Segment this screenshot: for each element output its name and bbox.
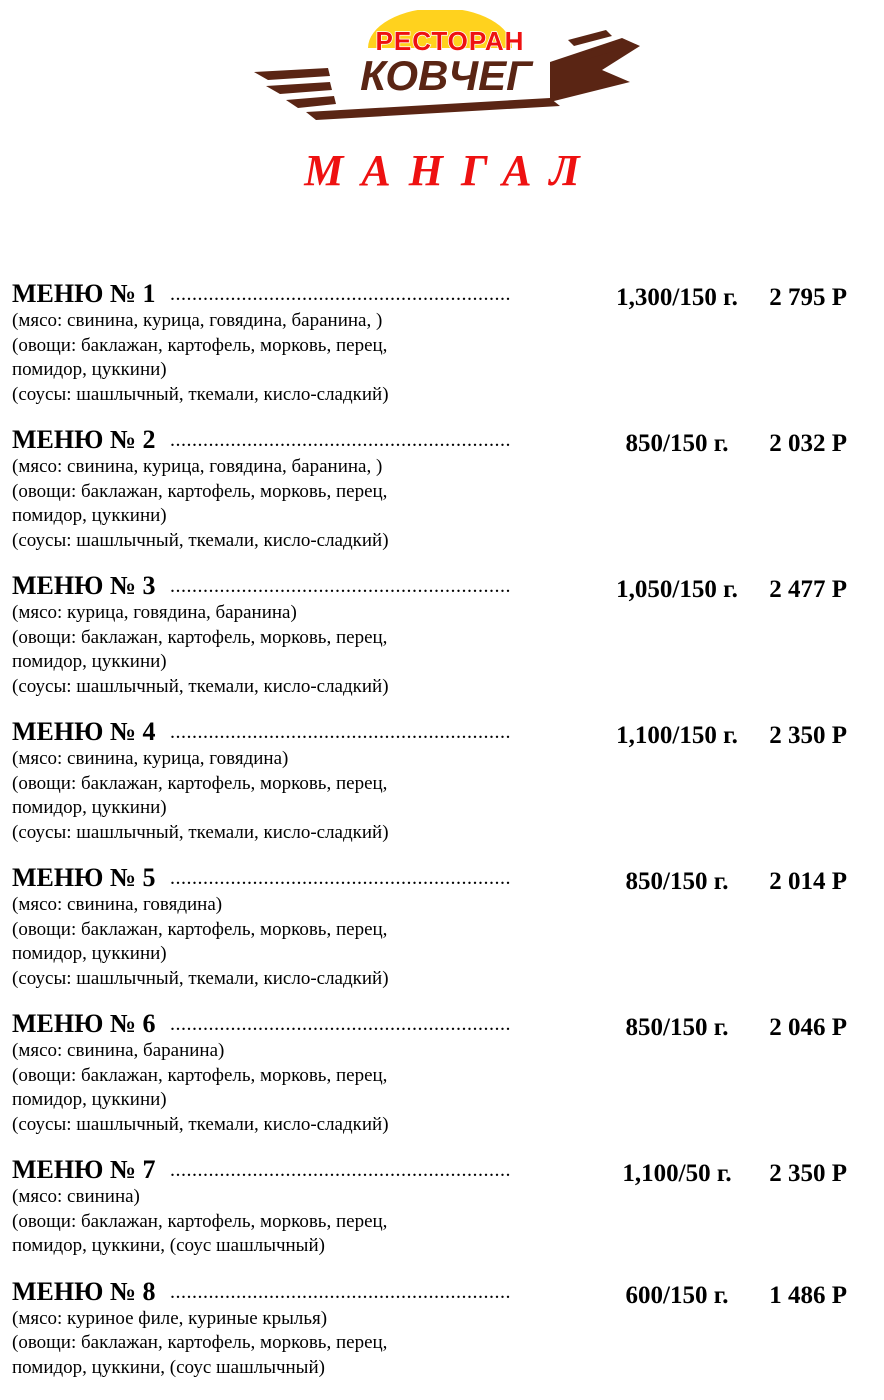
section-title: МАНГАЛ <box>304 146 598 195</box>
menu-item-name: МЕНЮ № 5 <box>12 863 156 892</box>
description-line: (мясо: свинина) <box>12 1186 140 1207</box>
dot-leader: .............................................................. <box>170 721 511 743</box>
menu-item-description <box>12 893 462 991</box>
dot-leader: .............................................................. <box>170 867 511 889</box>
dot-leader: .............................................................. <box>170 429 511 451</box>
menu-item-description <box>12 309 462 407</box>
restaurant-logo <box>250 10 645 128</box>
description-line: (соусы: шашлычный, ткемали, кисло-сладкий) <box>12 675 389 697</box>
menu-item <box>12 567 862 699</box>
dot-leader: .............................................................. <box>170 1013 511 1035</box>
description-line: помидор, цуккини) <box>12 797 167 818</box>
menu-item-name: МЕНЮ № 4 <box>12 717 156 746</box>
menu-item <box>12 859 862 991</box>
description-line: (овощи: баклажан, картофель, морковь, перец, <box>12 1210 388 1232</box>
menu-item-price: 2 350 Р <box>769 1160 847 1187</box>
menu-item-header <box>12 1005 862 1039</box>
menu-item-weight: 1,100/150 г. <box>616 722 738 749</box>
menu-item-weight: 1,300/150 г. <box>616 284 738 311</box>
menu-item-description <box>12 601 462 699</box>
menu-item-price: 2 795 Р <box>769 284 847 311</box>
description-line: (овощи: баклажан, картофель, морковь, перец, <box>12 626 388 648</box>
menu-list <box>12 275 862 1394</box>
description-line: помидор, цуккини) <box>12 1089 167 1110</box>
menu-item-weight: 600/150 г. <box>625 1281 729 1309</box>
menu-item-weight: 850/150 г. <box>625 868 729 895</box>
ark-logo-graphic <box>250 10 645 128</box>
menu-item-price: 2 032 Р <box>769 430 847 457</box>
menu-item-header <box>12 859 862 893</box>
description-line: (мясо: куриное филе, куриные крылья) <box>12 1307 328 1329</box>
menu-item-description <box>12 747 462 845</box>
menu-item-weight: 1,100/50 г. <box>622 1160 732 1187</box>
menu-item-price: 2 046 Р <box>769 1014 847 1041</box>
description-line: (мясо: свинина, говядина) <box>12 894 223 915</box>
menu-item-name: МЕНЮ № 8 <box>12 1276 156 1306</box>
menu-item <box>12 1005 862 1137</box>
description-line: (мясо: свинина, баранина) <box>12 1040 225 1061</box>
description-line: помидор, цуккини) <box>12 505 167 526</box>
menu-item <box>12 421 862 553</box>
description-line: (соусы: шашлычный, ткемали, кисло-сладкий) <box>12 821 389 843</box>
logo-main-text: КОВЧЕГ <box>360 52 532 99</box>
menu-item-weight: 1,050/150 г. <box>616 576 738 603</box>
menu-item-price: 2 477 Р <box>769 576 847 603</box>
menu-item-name: МЕНЮ № 2 <box>12 425 156 454</box>
menu-item-header <box>12 1273 862 1307</box>
menu-item <box>12 1273 862 1381</box>
menu-item-name: МЕНЮ № 7 <box>12 1155 156 1184</box>
description-line: (мясо: курица, говядина, баранина) <box>12 602 297 623</box>
menu-item <box>12 713 862 845</box>
dot-leader: .............................................................. <box>170 283 511 305</box>
menu-item-description <box>12 1307 462 1381</box>
description-line: (соусы: шашлычный, ткемали, кисло-сладкий) <box>12 967 389 989</box>
description-line: (овощи: баклажан, картофель, морковь, перец, <box>12 918 388 940</box>
description-line: (мясо: свинина, курица, говядина) <box>12 748 289 769</box>
description-line: (овощи: баклажан, картофель, морковь, перец, <box>12 772 388 794</box>
description-line: (овощи: баклажан, картофель, морковь, перец, <box>12 1332 388 1353</box>
logo-top-text: РЕСТОРАН <box>375 26 525 56</box>
description-line: (соусы: шашлычный, ткемали, кисло-сладкий) <box>12 529 389 551</box>
description-line: помидор, цуккини, (соус шашлычный) <box>12 1235 325 1256</box>
description-line: (овощи: баклажан, картофель, морковь, перец, <box>12 480 388 502</box>
menu-item-weight: 850/150 г. <box>625 1014 729 1041</box>
description-line: (овощи: баклажан, картофель, морковь, перец, <box>12 334 388 356</box>
menu-item-description <box>12 1185 462 1259</box>
menu-item-weight: 850/150 г. <box>625 430 729 457</box>
description-line: (овощи: баклажан, картофель, морковь, перец, <box>12 1064 388 1086</box>
description-line: помидор, цуккини) <box>12 943 167 964</box>
menu-item-header <box>12 1151 862 1185</box>
menu-item-header <box>12 567 862 601</box>
menu-item-name: МЕНЮ № 6 <box>12 1009 156 1038</box>
dot-leader: .............................................................. <box>170 575 511 597</box>
description-line: помидор, цуккини) <box>12 359 167 380</box>
menu-item-price: 1 486 Р <box>769 1281 847 1309</box>
menu-item-header <box>12 421 862 455</box>
menu-item-description <box>12 1039 462 1137</box>
description-line: (соусы: шашлычный, ткемали, кисло-сладкий) <box>12 1113 389 1135</box>
menu-item-header <box>12 713 862 747</box>
description-line: помидор, цуккини, (соус шашлычный) <box>12 1356 325 1378</box>
menu-item-name: МЕНЮ № 1 <box>12 279 156 308</box>
menu-item-name: МЕНЮ № 3 <box>12 571 156 600</box>
dot-leader: .............................................................. <box>170 1159 511 1181</box>
menu-item-price: 2 014 Р <box>769 868 847 895</box>
description-line: (мясо: свинина, курица, говядина, баранина, ) <box>12 310 383 331</box>
menu-item-price: 2 350 Р <box>769 722 847 749</box>
dot-leader: .............................................................. <box>170 1280 511 1303</box>
description-line: (мясо: свинина, курица, говядина, баранина, ) <box>12 456 383 477</box>
description-line: (соусы: шашлычный, ткемали, кисло-сладкий) <box>12 383 389 405</box>
description-line: помидор, цуккини) <box>12 651 167 672</box>
menu-item <box>12 275 862 407</box>
menu-item-header <box>12 275 862 309</box>
menu-item <box>12 1151 862 1259</box>
menu-item-description <box>12 455 462 553</box>
